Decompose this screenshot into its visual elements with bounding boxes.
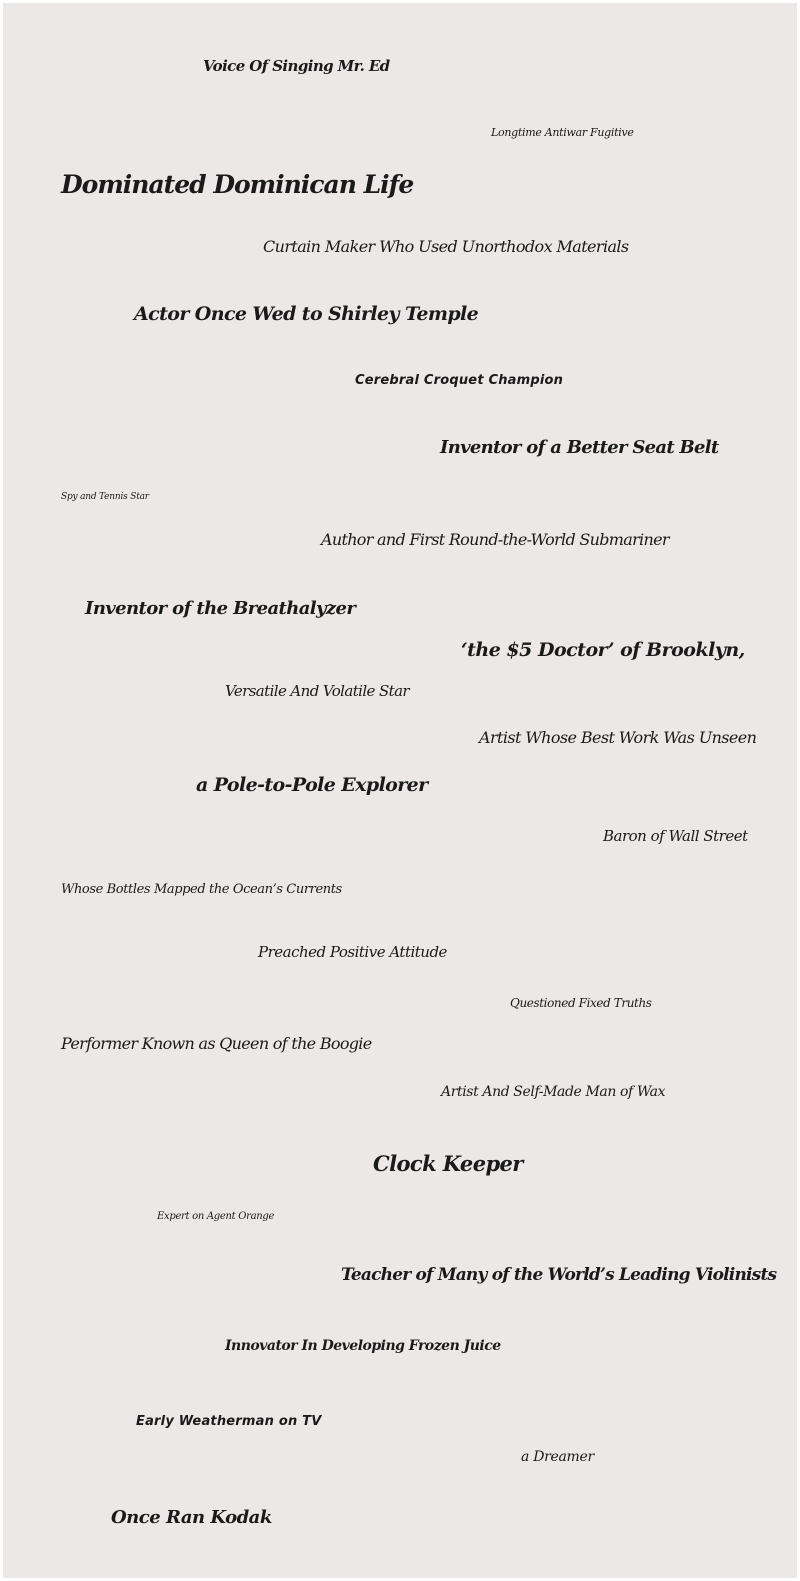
headline-item: Voice Of Singing Mr. Ed [203,57,390,75]
headline-item: Dominated Dominican Life [61,170,414,199]
headline-item: Inventor of the Breathalyzer [85,598,356,619]
headline-item: Cerebral Croquet Champion [355,373,564,388]
headline-item: Curtain Maker Who Used Unorthodox Materials [263,237,629,256]
headline-item: Inventor of a Better Seat Belt [440,437,719,458]
headline-item: Baron of Wall Street [603,827,748,845]
headline-item: Longtime Antiwar Fugitive [491,126,634,139]
headline-item: Author and First Round-the-World Submariner [321,530,669,549]
headline-item: Artist And Self-Made Man of Wax [441,1084,666,1100]
headline-item: Innovator In Developing Frozen Juice [225,1338,501,1354]
headline-item: Spy and Tennis Star [61,492,149,502]
headline-item: Preached Positive Attitude [258,943,447,961]
headline-item: Clock Keeper [373,1151,523,1176]
headline-item: Versatile And Volatile Star [225,682,409,700]
headline-item: a Dreamer [521,1449,594,1465]
headline-item: Once Ran Kodak [111,1507,272,1528]
headline-item: Teacher of Many of the World’s Leading Violinists [341,1265,777,1285]
headline-item: Early Weatherman on TV [136,1414,322,1429]
headline-item: Whose Bottles Mapped the Ocean’s Currents [61,882,342,897]
headline-item: ‘the $5 Doctor’ of Brooklyn, [461,639,745,661]
headline-item: Expert on Agent Orange [157,1211,275,1222]
headline-item: Questioned Fixed Truths [510,996,652,1010]
headline-collage [3,3,797,1578]
headline-item: Performer Known as Queen of the Boogie [61,1034,372,1053]
headline-item: a Pole-to-Pole Explorer [196,774,428,796]
headline-item: Actor Once Wed to Shirley Temple [134,303,479,325]
headline-item: Artist Whose Best Work Was Unseen [479,728,757,747]
